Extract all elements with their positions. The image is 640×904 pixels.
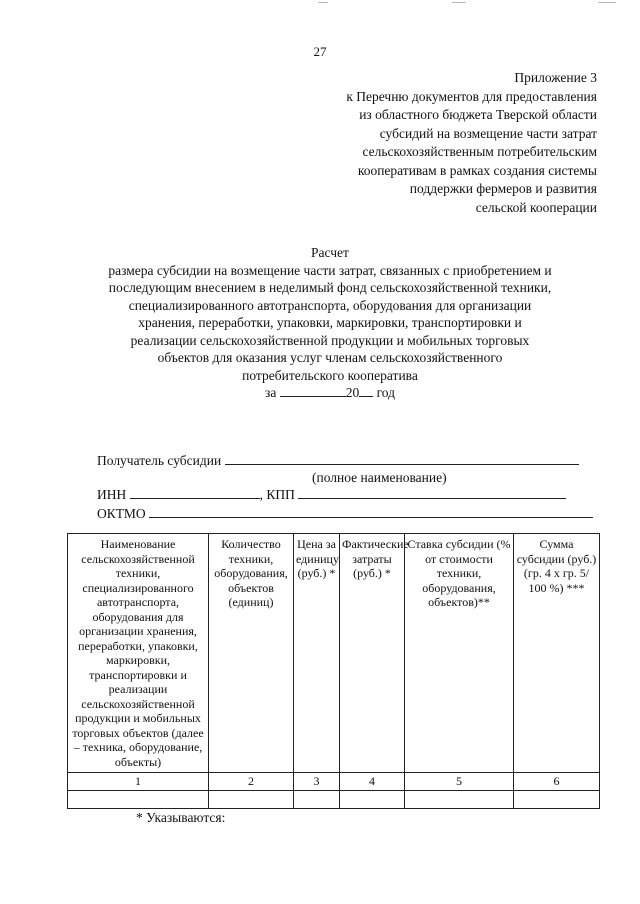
oktmo-field (97, 505, 593, 522)
inn-kpp-field (97, 486, 566, 503)
inn-blank[interactable] (130, 486, 260, 499)
column-number: 4 (340, 773, 405, 791)
inn-label: ИНН (97, 487, 127, 502)
appendix-line: субсидий на возмещение части затрат (379, 125, 597, 141)
period-line (60, 384, 600, 402)
period-middle: 20 (345, 385, 360, 400)
appendix-line: сельскохозяйственным потребительским (362, 144, 597, 159)
title-line: последующим внесением в неделимый фонд сельскохозяйственной техники, (108, 280, 552, 295)
recipient-field (97, 452, 579, 469)
inn-comma: , (259, 487, 263, 502)
title-line: потребительского кооператива (242, 367, 418, 383)
title-line: специализированного автотранспорта, оборудования для организации (128, 297, 532, 313)
oktmo-label: ОКТМО (97, 506, 146, 521)
column-number: 5 (405, 773, 514, 791)
table-column-number-row (68, 773, 600, 791)
recipient-caption: (полное наименование) (312, 470, 447, 485)
table-header-row (68, 534, 600, 773)
document-title (60, 244, 600, 402)
table-cell[interactable] (340, 790, 405, 808)
table-cell[interactable] (405, 790, 514, 808)
header-cell-quantity: Количество техники, оборудования, объектов (единиц) (209, 534, 294, 773)
title-line: размера субсидии на возмещение части затрат, связанных с приобретением и (108, 262, 552, 278)
footnote: * Указываются: (136, 810, 226, 825)
header-cell-subsidy-amount: Сумма субсидии (руб.) (гр. 4 х гр. 5/ 100 %) *** (514, 534, 600, 773)
table-cell[interactable] (294, 790, 340, 808)
period-blank-2[interactable] (359, 384, 373, 397)
appendix-line: Приложение 3 (514, 70, 597, 85)
column-number: 3 (294, 773, 340, 791)
column-number: 1 (68, 773, 209, 791)
kpp-label: КПП (266, 487, 295, 502)
table-cell[interactable] (514, 790, 600, 808)
subsidy-table (67, 533, 600, 809)
appendix-line: из областного бюджета Тверской области (359, 107, 597, 122)
appendix-line: кооперативам в рамках создания системы (357, 162, 597, 178)
header-cell-name: Наименование сельскохозяйственной техники, специализированного автотранспорта, оборудования для организации хранения, переработки, упаковки, маркировки, транспортировки и реализации сельскохозяйственной продукции и мобильных торговых объектов (далее – техника, оборудование, объекты) (68, 534, 209, 773)
period-blank-1[interactable] (280, 384, 346, 397)
scan-speck (452, 2, 466, 3)
column-number: 2 (209, 773, 294, 791)
table-row (68, 790, 600, 808)
header-cell-subsidy-rate: Ставка субсидии (% от стоимости техники, оборудования, объектов)** (405, 534, 514, 773)
period-suffix: год (376, 385, 395, 400)
scan-speck (318, 2, 328, 3)
recipient-label: Получатель субсидии (97, 453, 222, 468)
oktmo-blank[interactable] (149, 505, 593, 518)
header-cell-unit-price: Цена за единицу (руб.) * (294, 534, 340, 773)
appendix-line: поддержки фермеров и развития (409, 181, 597, 196)
appendix-line: сельской кооперации (475, 199, 597, 215)
scan-speck (598, 2, 616, 3)
kpp-blank[interactable] (298, 486, 566, 499)
table-cell[interactable] (209, 790, 294, 808)
title-line: объектов для оказания услуг членам сельскохозяйственного (157, 350, 503, 365)
period-prefix: за (264, 385, 277, 400)
header-cell-actual-costs: Фактические затраты (руб.) * (340, 534, 405, 773)
title-line: Расчет (311, 245, 349, 260)
appendix-heading (267, 69, 597, 217)
title-line: хранения, переработки, упаковки, маркировки, транспортировки и (138, 315, 522, 330)
appendix-line: к Перечню документов для предоставления (346, 88, 597, 104)
page-number: 27 (313, 44, 327, 59)
table-cell[interactable] (68, 790, 209, 808)
title-line: реализации сельскохозяйственной продукции и мобильных торговых (130, 332, 530, 348)
recipient-blank[interactable] (225, 452, 579, 465)
column-number: 6 (514, 773, 600, 791)
